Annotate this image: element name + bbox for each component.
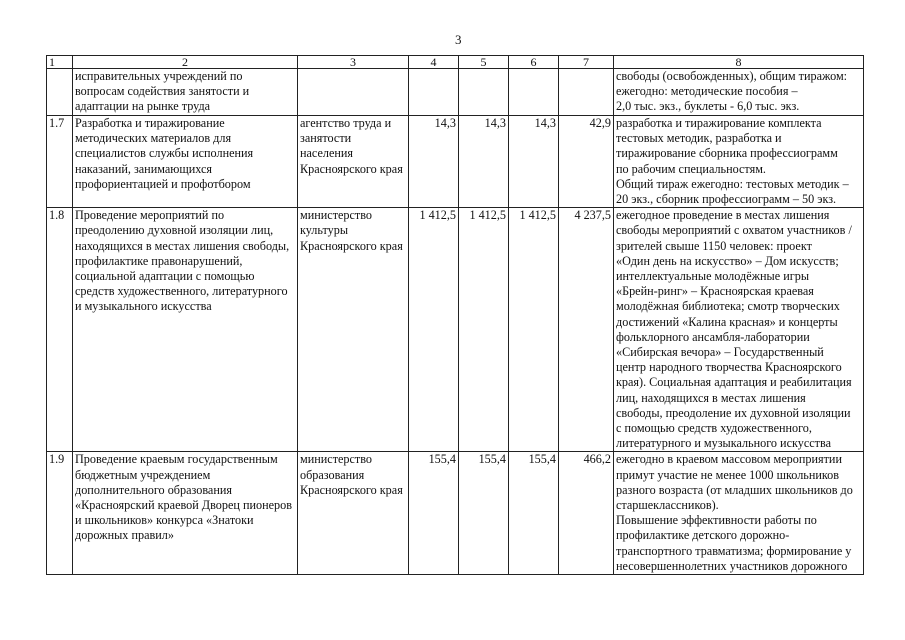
activity-name: исправительных учреждений по вопросам содействия занятости и адаптации на рынке труда — [73, 69, 298, 116]
table-row — [47, 69, 864, 116]
amount-year-1 — [409, 69, 459, 116]
amount-year-2: 155,4 — [459, 452, 509, 575]
expected-result: ежегодное проведение в местах лишения свободы мероприятий с охватом участников / зрителей свыше 1150 человек: проект «Один день на искусство» – Дом искусств; интеллектуальные молодёжные игры «Брейн-ринг» – Красноярская краевая молодёжная библиотека; смотр творческих достижений «Калина красная» и концерты фольклорного ансамбля-лаборатории «Сибирская вечора» – Государственный центр народного творчества Красноярского края). Социальная адаптация и реабилитация лиц, находящихся в местах лишения свободы, преодоление их духовной изоляции с помощью средств художественного, литературного и музыкального искусства — [614, 208, 864, 452]
amount-year-2: 14,3 — [459, 116, 509, 208]
amount-total — [559, 69, 614, 116]
column-header: 1 — [47, 56, 73, 69]
column-header: 2 — [73, 56, 298, 69]
amount-year-3: 14,3 — [509, 116, 559, 208]
executor: министерство культуры Красноярского края — [298, 208, 409, 452]
amount-year-2 — [459, 69, 509, 116]
executor — [298, 69, 409, 116]
row-number: 1.7 — [47, 116, 73, 208]
amount-year-1: 155,4 — [409, 452, 459, 575]
row-number — [47, 69, 73, 116]
page-number: 3 — [455, 32, 462, 47]
amount-year-3 — [509, 69, 559, 116]
column-header: 5 — [459, 56, 509, 69]
expected-result: свободы (освобожденных), общим тиражом: ежегодно: методические пособия – 2,0 тыс. экз., буклеты - 6,0 тыс. экз. — [614, 69, 864, 116]
table-row — [47, 116, 864, 208]
column-header: 6 — [509, 56, 559, 69]
table-header-row — [47, 56, 864, 69]
program-table — [46, 55, 864, 575]
activity-name: Разработка и тиражирование методических материалов для специалистов службы исполнения наказаний, занимающихся профориентацией и профотбором — [73, 116, 298, 208]
amount-year-3: 1 412,5 — [509, 208, 559, 452]
amount-year-2: 1 412,5 — [459, 208, 509, 452]
amount-total: 4 237,5 — [559, 208, 614, 452]
executor: агентство труда и занятости населения Красноярского края — [298, 116, 409, 208]
table-row — [47, 452, 864, 575]
row-number: 1.8 — [47, 208, 73, 452]
column-header: 4 — [409, 56, 459, 69]
amount-year-3: 155,4 — [509, 452, 559, 575]
expected-result: разработка и тиражирование комплекта тестовых методик, разработка и тиражирование сборника профессиограмм по рабочим специальностям. Общий тираж ежегодно: тестовых методик – 20 экз., сборник профессиограмм – 50 экз. — [614, 116, 864, 208]
amount-year-1: 1 412,5 — [409, 208, 459, 452]
table-row — [47, 208, 864, 452]
column-header: 3 — [298, 56, 409, 69]
amount-year-1: 14,3 — [409, 116, 459, 208]
executor: министерство образования Красноярского края — [298, 452, 409, 575]
amount-total: 42,9 — [559, 116, 614, 208]
amount-total: 466,2 — [559, 452, 614, 575]
expected-result: ежегодно в краевом массовом мероприятии примут участие не менее 1000 школьников разного возраста (от младших школьников до старшеклассников). Повышение эффективности работы по профилактике детского дорожно- транспортного травматизма; формирование у несовершеннолетних участников дорожного — [614, 452, 864, 575]
activity-name: Проведение краевым государственным бюджетным учреждением дополнительного образования «Красноярский краевой Дворец пионеров и школьников» конкурса «Знатоки дорожных правил» — [73, 452, 298, 575]
activity-name: Проведение мероприятий по преодолению духовной изоляции лиц, находящихся в местах лишения свободы, профилактике правонарушений, социальной адаптации с помощью средств художественного, литературного и музыкального искусства — [73, 208, 298, 452]
row-number: 1.9 — [47, 452, 73, 575]
column-header: 7 — [559, 56, 614, 69]
column-header: 8 — [614, 56, 864, 69]
